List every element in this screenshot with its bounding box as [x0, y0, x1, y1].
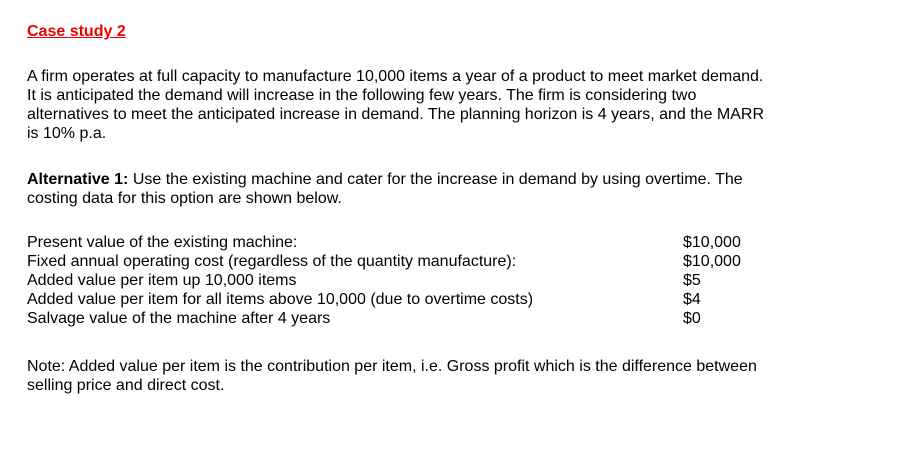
cost-label: Present value of the existing machine: [27, 234, 298, 251]
case-study-title: Case study 2 [27, 23, 126, 40]
alternative-1-text: Use the existing machine and cater for the increase in demand by using overtime. The [128, 171, 743, 188]
cost-row [27, 252, 767, 271]
cost-label: Fixed annual operating cost (regardless of the quantity manufacture): [27, 253, 517, 270]
intro-line: is 10% p.a. [27, 125, 107, 142]
intro-line: alternatives to meet the anticipated increase in demand. The planning horizon is 4 years, and the MARR [27, 106, 765, 123]
cost-label: Added value per item up 10,000 items [27, 272, 297, 289]
cost-value: $10,000 [683, 253, 741, 270]
alternative-1-label: Alternative 1: [27, 171, 129, 188]
intro-line: A firm operates at full capacity to manufacture 10,000 items a year of a product to meet market demand. [27, 68, 764, 85]
costing-data-list [27, 233, 767, 328]
cost-row [27, 233, 767, 252]
intro-paragraph [27, 67, 897, 143]
cost-row [27, 309, 767, 328]
alternative-1-line [27, 170, 897, 189]
note-line: selling price and direct cost. [27, 377, 225, 394]
cost-value: $10,000 [683, 234, 741, 251]
cost-value: $4 [683, 291, 701, 308]
cost-row [27, 290, 767, 309]
cost-value: $0 [683, 310, 701, 327]
cost-row [27, 271, 767, 290]
cost-label: Added value per item for all items above 10,000 (due to overtime costs) [27, 291, 534, 308]
alternative-1-paragraph [27, 170, 897, 208]
note-paragraph [27, 357, 897, 395]
cost-value: $5 [683, 272, 701, 289]
intro-line: It is anticipated the demand will increase in the following few years. The firm is considering two [27, 87, 697, 104]
alternative-1-line: costing data for this option are shown below. [27, 190, 342, 207]
cost-label: Salvage value of the machine after 4 years [27, 310, 331, 327]
note-line: Note: Added value per item is the contribution per item, i.e. Gross profit which is the difference between [27, 358, 757, 375]
